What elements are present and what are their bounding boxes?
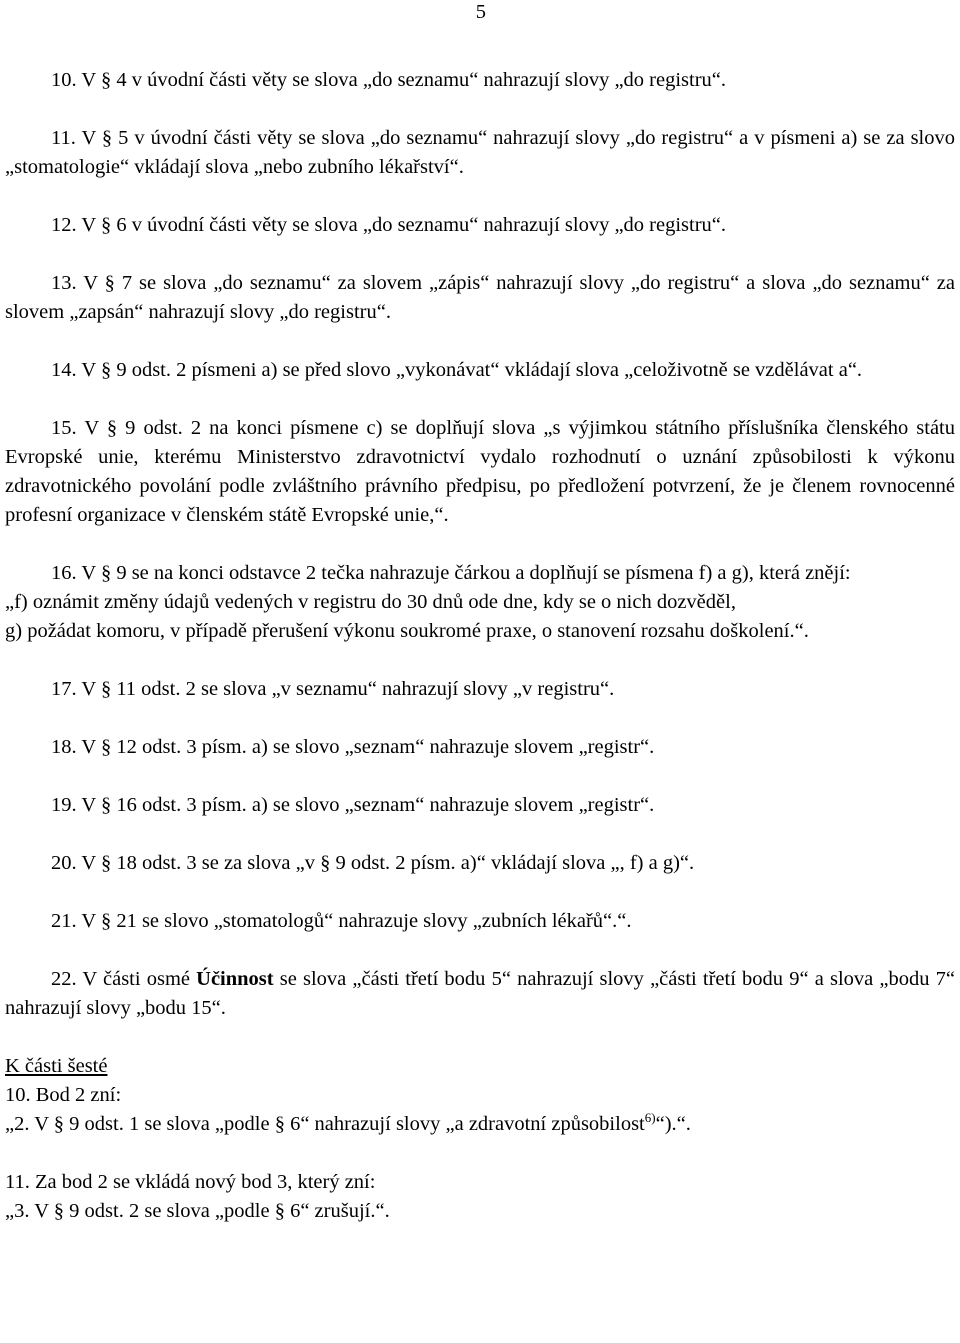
amendment-item-15: 15. V § 9 odst. 2 na konci písmene c) se doplňují slova „s výjimkou státního příslušníka členského státu Evropské unie, kterému Ministerstvo zdravotnictví vydalo rozhodnutí o uznání způsobilosti k výkonu zdravotnického povolání podle zvláštního právního předpisu, po předložení potvrzení, že je členem rovnocenné profesní organizace v členském státě Evropské unie,“. [5, 417, 955, 526]
amendment-item-17: 17. V § 11 odst. 2 se slova „v seznamu“ nahrazují slovy „v registru“. [51, 678, 615, 700]
section-point-10: 10. Bod 2 zní: [5, 1084, 122, 1106]
amendment-item-14: 14. V § 9 odst. 2 písmeni a) se před slovo „vykonávat“ vkládají slova „celoživotně se vzdělávat a“. [51, 359, 863, 381]
section-point-10-text-start: „2. V § 9 odst. 1 se slova „podle § 6“ nahrazují slovy „a zdravotní způsobilost [5, 1113, 645, 1135]
amendment-item-16-letter-g: g) požádat komoru, v případě přerušení výkonu soukromé praxe, o stanovení rozsahu doškolení.“. [5, 620, 809, 642]
section-point-10-text [5, 1110, 955, 1139]
section-heading: K části šesté [5, 1055, 108, 1077]
amendment-item-13: 13. V § 7 se slova „do seznamu“ za slovem „zápis“ nahrazují slovy „do registru“ a slova „do seznamu“ za slovem „zapsán“ nahrazují slovy „do registru“. [5, 272, 955, 323]
section-point-11: 11. Za bod 2 se vkládá nový bod 3, který zní: [5, 1171, 376, 1193]
amendment-item-21: 21. V § 21 se slovo „stomatologů“ nahrazuje slovy „zubních lékařů“.“. [51, 910, 632, 932]
page-number: 5 [475, 1, 486, 23]
amendment-item-22-start: 22. V části osmé [51, 968, 197, 990]
amendment-item-10: 10. V § 4 v úvodní části věty se slova „do seznamu“ nahrazují slovy „do registru“. [51, 69, 727, 91]
amendment-item-16-letter-f: „f) oznámit změny údajů vedených v registru do 30 dnů ode dne, kdy se o nich dozvěděl, [5, 591, 736, 613]
amendment-item-12: 12. V § 6 v úvodní části věty se slova „do seznamu“ nahrazují slovy „do registru“. [51, 214, 727, 236]
footnote-reference: 6) [644, 1110, 656, 1126]
section-point-11-text: „3. V § 9 odst. 2 se slova „podle § 6“ zrušují.“. [5, 1200, 390, 1222]
document-body [5, 66, 955, 1226]
amendment-item-18: 18. V § 12 odst. 3 písm. a) se slovo „seznam“ nahrazuje slovem „registr“. [51, 736, 655, 758]
amendment-item-11: 11. V § 5 v úvodní části věty se slova „do seznamu“ nahrazují slovy „do registru“ a v písmeni a) se za slovo „stomatologie“ vkládají slova „nebo zubního lékařství“. [5, 127, 955, 178]
amendment-item-22-bold: Účinnost [196, 968, 274, 990]
section-point-10-text-end: “).“. [655, 1113, 691, 1135]
amendment-item-19: 19. V § 16 odst. 3 písm. a) se slovo „seznam“ nahrazuje slovem „registr“. [51, 794, 655, 816]
amendment-item-22-end: se slova „části třetí bodu 5“ nahrazují slovy „části třetí bodu 9“ a slova „bodu 7“ nahrazují slovy „bodu 15“. [5, 968, 955, 1019]
amendment-item-16: 16. V § 9 se na konci odstavce 2 tečka nahrazuje čárkou a doplňují se písmena f) a g), která znějí: [51, 562, 851, 584]
amendment-item-20: 20. V § 18 odst. 3 se za slova „v § 9 odst. 2 písm. a)“ vkládají slova „, f) a g)“. [51, 852, 695, 874]
amendment-item-22 [5, 965, 955, 1023]
